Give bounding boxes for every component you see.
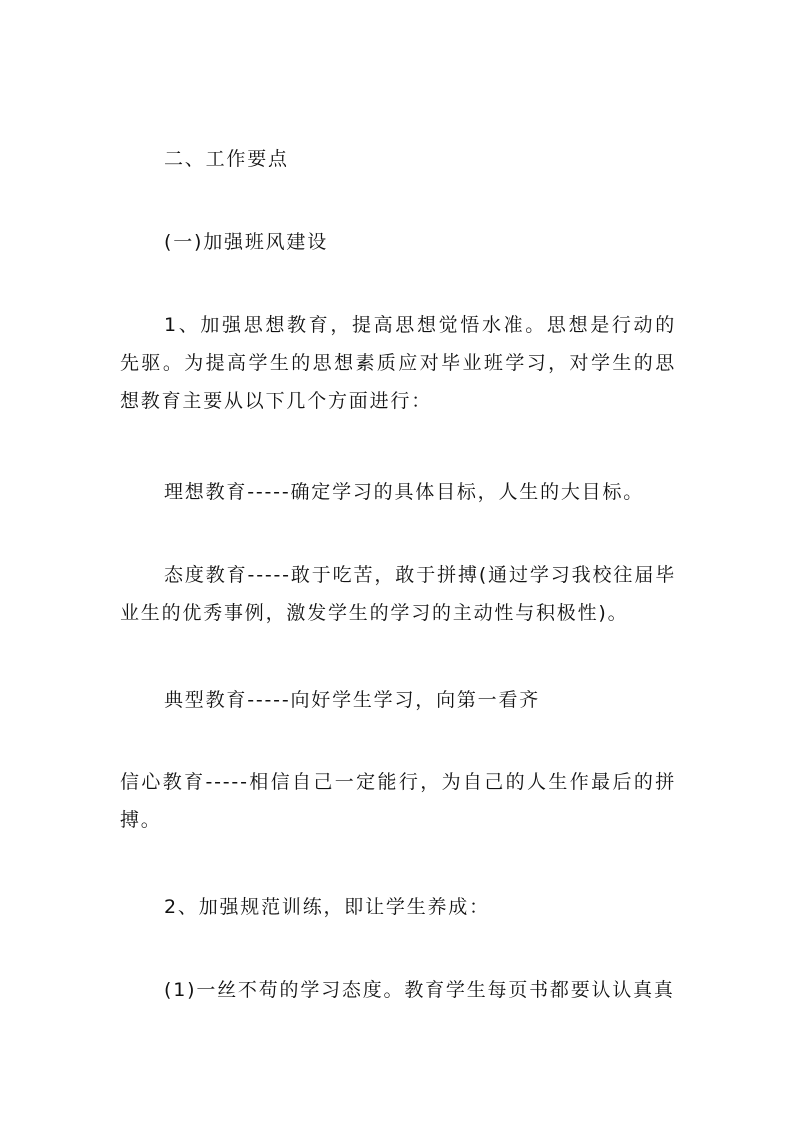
- paragraph-study-attitude: (1)一丝不苟的学习态度。教育学生每页书都要认认真真: [164, 979, 675, 1001]
- subsection-heading: (一)加强班风建设: [164, 231, 329, 253]
- paragraph-model-education: 典型教育-----向好学生学习，向第一看齐: [164, 689, 541, 711]
- paragraph-attitude-education: 态度教育-----敢于吃苦，敢于拼搏(通过学习我校往届毕业生的优秀事例，激发学生的学习的主动性与积极性)。: [120, 564, 676, 624]
- paragraph-thought-education: 1、加强思想教育，提高思想觉悟水准。思想是行动的先驱。为提高学生的思想素质应对毕业班学习，对学生的思想教育主要从以下几个方面进行：: [120, 314, 676, 412]
- paragraph-confidence-education: 信心教育-----相信自己一定能行，为自己的人生作最后的拼搏。: [120, 771, 676, 831]
- paragraph-ideal-education: 理想教育-----确定学习的具体目标，人生的大目标。: [164, 481, 645, 503]
- paragraph-standard-training: 2、加强规范训练，即让学生养成：: [164, 896, 490, 918]
- section-heading: 二、工作要点: [164, 148, 289, 170]
